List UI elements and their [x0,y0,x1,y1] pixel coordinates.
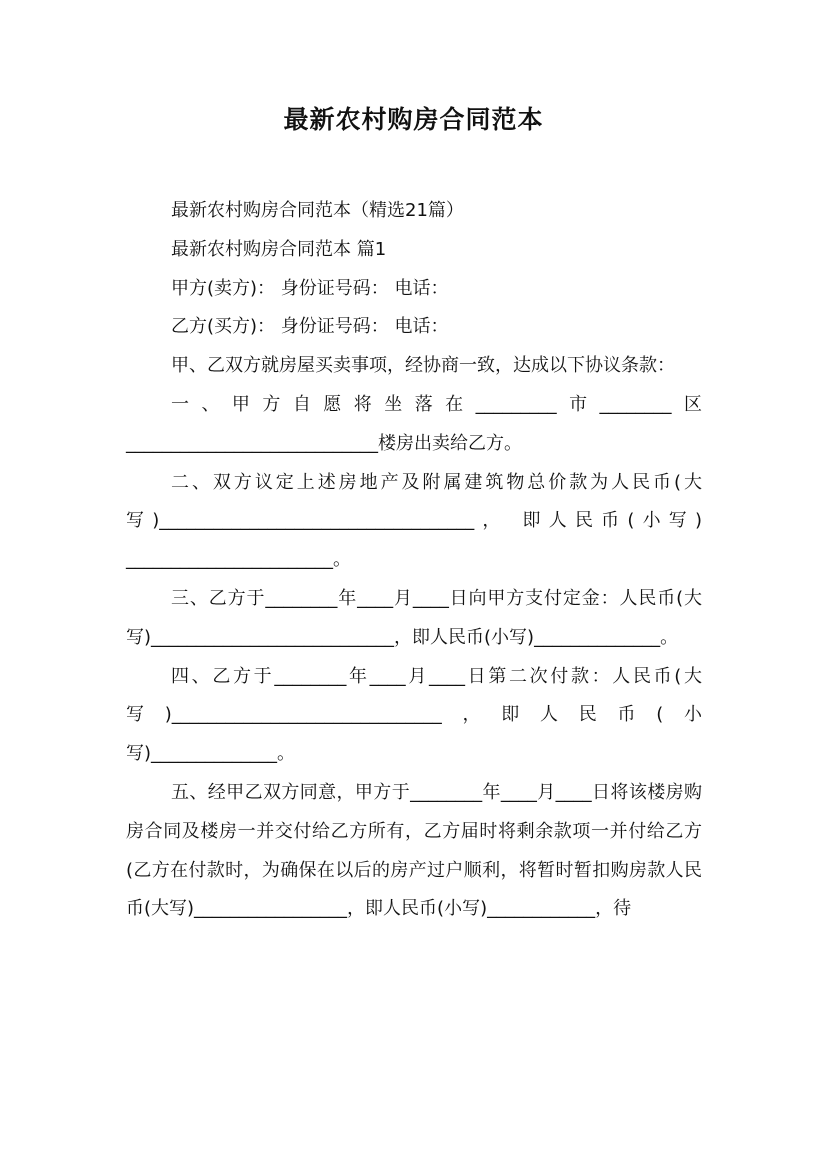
paragraph-party-b: 乙方(买方)： 身份证号码： 电话： [171,316,449,338]
paragraph-clause-3: 三、乙方于________年____月____日向甲方支付定金：人民币(大写)___________________________，即人民币(小写)______________。 [126,587,702,648]
paragraph-clause-2: 二、双方议定上述房地产及附属建筑物总价款为人民币(大写)___________________________________， 即人民币(小写) _______________________。 [126,471,702,571]
document-body [126,192,702,929]
paragraph-subtitle: 最新农村购房合同范本（精选21篇） [171,200,464,221]
paragraph-section-heading: 最新农村购房合同范本 篇1 [171,238,387,260]
paragraph-party-a: 甲方(卖方)： 身份证号码： 电话： [171,277,449,299]
paragraph-agreement-intro: 甲、乙双方就房屋买卖事项，经协商一致，达成以下协议条款： [171,355,675,377]
paragraph-clause-1: 一、甲方自愿将坐落在_________市________区____________________________楼房出卖给乙方。 [126,393,702,454]
document-title: 最新农村购房合同范本 [283,105,544,134]
paragraph-clause-4: 四、乙方于________年____月____日第二次付款：人民币(大写)______________________________，即人民币(小写)______________。 [126,665,702,765]
paragraph-clause-5: 五、经甲乙双方同意，甲方于________年____月____日将该楼房购房合同及楼房一并交付给乙方所有，乙方届时将剩余款项一并付给乙方(乙方在付款时，为确保在以后的房产过户顺利，将暂时暂扣购房款人民币(大写)_________________，即人民币(小写)____________，待 [126,781,702,920]
